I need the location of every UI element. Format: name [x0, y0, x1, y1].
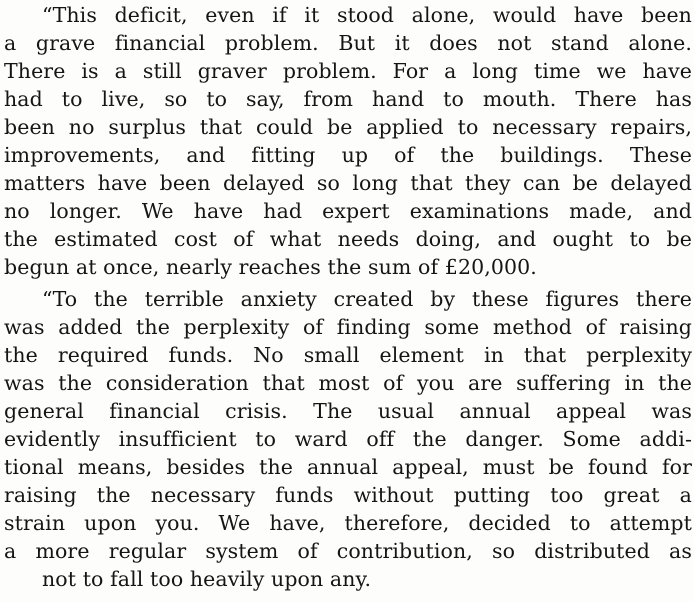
- text-line: not to fall too heavily upon any.: [42, 567, 372, 591]
- text-line: was added the perplexity of finding some method of raising: [4, 315, 692, 339]
- text-line: the required funds. No small element in that perplexity: [4, 343, 692, 367]
- text-line: raising the necessary funds without putting too great a: [4, 483, 692, 507]
- text-line: improvements, and fitting up of the buildings. These: [4, 143, 692, 167]
- text-line: the estimated cost of what needs doing, and ought to be: [4, 227, 692, 251]
- text-line: tional means, besides the annual appeal, must be found for: [4, 455, 692, 479]
- text-line: had to live, so to say, from hand to mouth. There has: [4, 87, 692, 111]
- text-line: begun at once, nearly reaches the sum of £20,000.: [4, 255, 537, 279]
- text-line: was the consideration that most of you are suffering in the: [4, 371, 692, 395]
- text-line: a more regular system of contribution, so distributed as: [4, 539, 692, 563]
- text-line: evidently insufficient to ward off the danger. Some addi-: [4, 427, 692, 451]
- text-line: a grave financial problem. But it does not stand alone.: [4, 31, 692, 55]
- text-line: general financial crisis. The usual annual appeal was: [4, 399, 692, 423]
- text-line: strain upon you. We have, therefore, decided to attempt: [4, 511, 692, 535]
- text-line: “To the terrible anxiety created by these figures there: [42, 287, 692, 311]
- text-line: “This deficit, even if it stood alone, would have been: [42, 3, 692, 27]
- text-line: There is a still graver problem. For a long time we have: [4, 59, 692, 83]
- text-line: been no surplus that could be applied to necessary repairs,: [4, 115, 692, 139]
- text-line: no longer. We have had expert examinations made, and: [4, 199, 692, 223]
- text-line: matters have been delayed so long that they can be delayed: [4, 171, 692, 195]
